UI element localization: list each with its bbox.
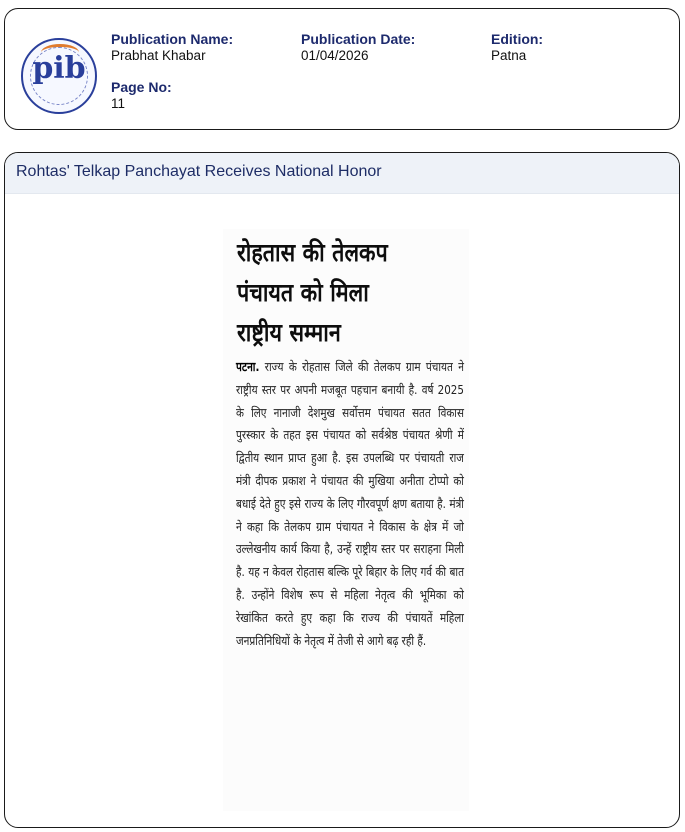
clipping-headline: रोहतास की तेलकप पंचायत को मिला राष्ट्रीय सम्मान xyxy=(237,238,388,347)
page-no-label: Page No: xyxy=(111,79,172,95)
publication-name-value: Prabhat Khabar xyxy=(111,48,206,63)
clipping-body-text: राज्य के रोहतास जिले की तेलकप ग्राम पंचायत ने राष्ट्रीय स्तर पर अपनी मजबूत पहचान बनायी है. वर्ष 2025 के लिए नानाजी देशमुख सर्वोत्तम पंचायत सतत विकास पुरस्कार के तहत इस पंचायत को सर्वश्रेष्ठ पंचायत श्रेणी में द्वितीय स्थान प्राप्त हुआ है. इस उपलब्धि पर पंचायती राज मंत्री दीपक प्रकाश ने पंचायत की मुखिया अनीता टोप्पो को बधाई देते हुए इसे राज्य के लिए गौरवपूर्ण क्षण बताया है. मंत्री ने कहा कि तेलकप ग्राम पंचायत ने विकास के क्षेत्र में जो उल्लेखनीय कार्य किया है, उन्हें राष्ट्रीय स्तर पर सराहना मिली है. यह न केवल रोहतास बल्कि पूरे बिहार के लिए गर्व की बात है. उन्होंने विशेष रूप से महिला नेतृत्व की भूमिका को रेखांकित करते हुए कहा कि राज्य की पंचायतें महिला जनप्रतिनिधियों के नेतृत्व में तेजी से आगे बढ़ रही हैं. xyxy=(236,359,464,648)
pib-logo xyxy=(21,38,97,114)
article-title-bar xyxy=(5,153,679,194)
page-no-value: 11 xyxy=(111,96,126,111)
edition-label: Edition: xyxy=(491,31,544,47)
clipping-body xyxy=(236,356,464,652)
edition-value: Patna xyxy=(491,48,527,63)
newspaper-clipping xyxy=(223,229,469,811)
article-card xyxy=(4,152,680,828)
publication-date-label: Publication Date: xyxy=(301,31,416,47)
publication-date-value: 01/04/2026 xyxy=(301,48,369,63)
publication-info-card xyxy=(4,8,680,130)
clipping-dateline: पटना. xyxy=(236,359,260,374)
article-title: Rohtas' Telkap Panchayat Receives National Honor xyxy=(16,163,382,180)
publication-name-label: Publication Name: xyxy=(111,31,234,47)
logo-text: pib xyxy=(32,51,86,86)
